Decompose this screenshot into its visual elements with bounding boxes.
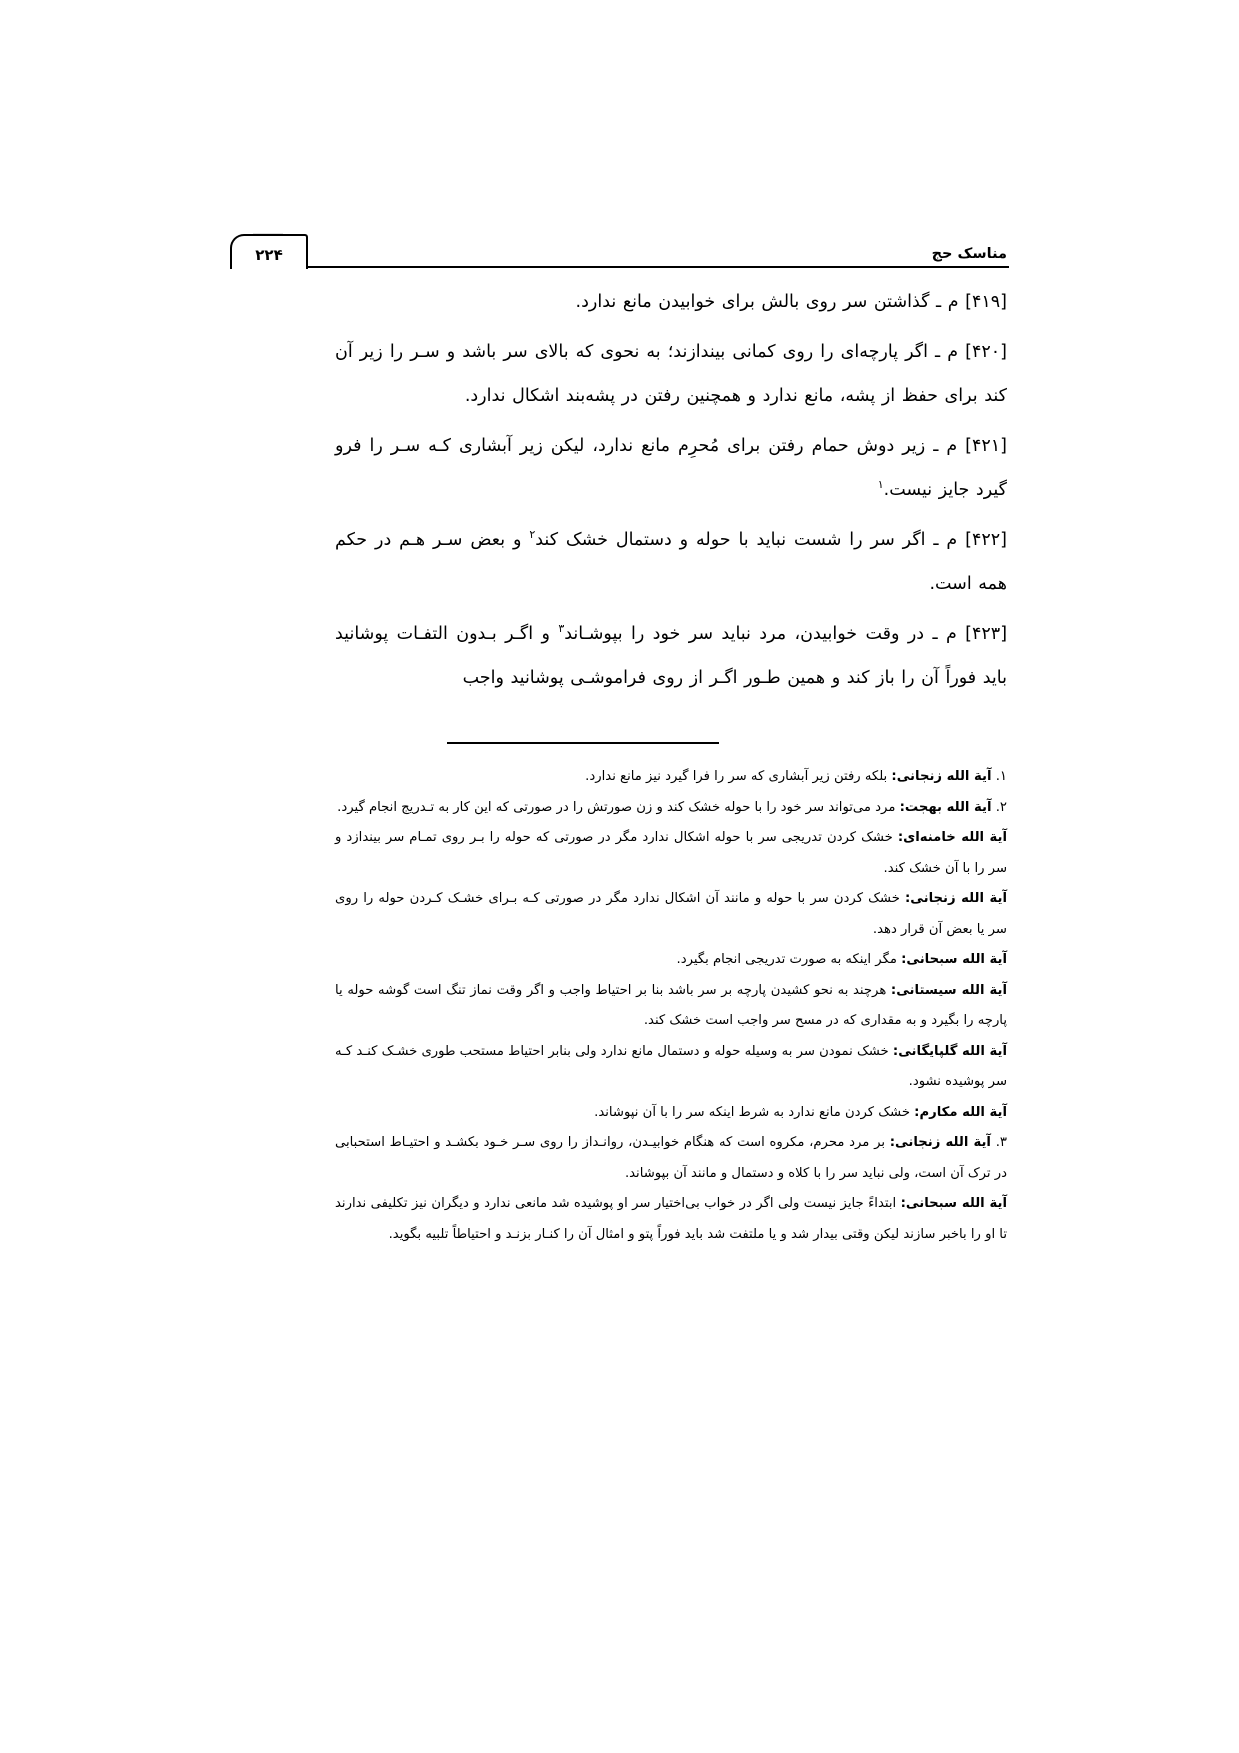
paragraph-421 <box>335 424 1007 512</box>
footnote-authority: آیة الله زنجانی: <box>891 769 992 784</box>
header-rule <box>230 266 1009 268</box>
footnote-item <box>335 976 1007 1037</box>
footnote-text: خشک کردن سر با حوله و مانند آن اشکال ندارد مگر در صورتی کـه بـرای خشـک کـردن حوله را روی سر یا بعض آن قرار دهد. <box>335 891 1007 937</box>
paragraph-422-text-a: [۴۲۲] م ـ اگر سر را شست نباید با حوله و دستمال خشک کند <box>535 530 1007 550</box>
footnote-item <box>335 945 1007 976</box>
footnote-item <box>335 1128 1007 1189</box>
footnote-list <box>335 762 1007 1250</box>
footnote-authority: آیة الله سیستانی: <box>890 982 1007 998</box>
paragraph-423-text-a: [۴۲۳] م ـ در وقت خوابیدن، مرد نباید سر خود را بپوشـاند <box>564 624 1008 644</box>
footnote-authority: آیة الله مکارم: <box>914 1104 1007 1120</box>
footnote-ref-1[interactable]: ۱ <box>877 478 884 492</box>
footnote-item <box>335 884 1007 945</box>
footnote-item <box>335 793 1007 824</box>
paragraph-419 <box>335 280 1007 324</box>
footnote-marker: ۳. <box>995 1135 1007 1150</box>
footnote-item <box>335 1037 1007 1098</box>
paragraph-422-text-b: و بعض سـر هـم در حکم همه است. <box>335 530 1007 594</box>
book-title: مناسک حج <box>931 245 1007 262</box>
footnote-authority: آیة الله زنجانی: <box>889 1135 991 1150</box>
footnote-ref-3[interactable]: ۳ <box>558 622 565 636</box>
folio-tab <box>230 233 345 269</box>
footnote-marker: ۱. <box>995 769 1007 784</box>
paragraph-422 <box>335 518 1007 606</box>
footnote-separator <box>447 742 719 744</box>
footnote-text: بلکه رفتن زیر آبشاری که سر را فرا گیرد نیز مانع ندارد. <box>585 769 892 784</box>
footnote-text: مرد می‌تواند سر خود را با حوله خشک کند و زن صورتش را در صورتی که این کار به تـدریج انجام گیرد. <box>337 799 900 815</box>
footnote-item <box>335 762 1007 793</box>
footnote-authority: آیة الله گلپایگانی: <box>892 1043 1007 1059</box>
footnote-text: هرچند به نحو کشیدن پارچه بر سر باشد بنا بر احتیاط واجب و اگر وقت نماز تنگ است گوشه حوله یا پارچه را بگیرد و به مقداری که در مسح سر واجب است خشک کند. <box>335 982 1007 1028</box>
paragraph-419-text: [۴۱۹] م ـ گذاشتن سر روی بالش برای خوابیدن مانع ندارد. <box>575 292 1007 312</box>
footnote-text: خشک کردن مانع ندارد به شرط اینکه سر را با آن نپوشاند. <box>594 1104 915 1120</box>
footnote-authority: آیة الله سبحانی: <box>900 1196 1007 1211</box>
paragraph-420-text: [۴۲۰] م ـ اگر پارچه‌ای را روی کمانی بیندازند؛ به نحوی که بالای سر باشد و سـر را زیر آن کند برای حفظ از پشه، مانع ندارد و همچنین رفتن در پشه‌بند اشکال ندارد. <box>335 342 1007 406</box>
footnote-authority: آیة الله بهجت: <box>899 799 992 815</box>
footnote-marker: ۲. <box>995 799 1007 815</box>
body-text <box>335 280 1007 706</box>
footnote-authority: آیة الله زنجانی: <box>905 891 1007 906</box>
footnote-ref-2[interactable]: ۲ <box>529 528 536 542</box>
page-header <box>230 222 1009 268</box>
paragraph-421-text: [۴۲۱] م ـ زیر دوش حمام رفتن برای مُحرِم مانع ندارد، لیکن زیر آبشاری کـه سـر را فرو گیرد جایز نیست. <box>335 436 1007 500</box>
paragraph-420 <box>335 330 1007 418</box>
footnote-text: ابتداءً جایز نیست ولی اگر در خواب بی‌اختیار سر او پوشیده شد مانعی ندارد و دیگران نیز تکلیفی ندارند تا او را باخبر سازند لیکن وقتی بیدار شد و یا ملتفت شد باید فوراً پتو و امثال آن را کنـار بزنـد و احتیاطاً تلبیه بگوید. <box>335 1196 1007 1242</box>
footnote-text: مگر اینکه به صورت تدریجی انجام بگیرد. <box>676 952 902 967</box>
paragraph-423 <box>335 612 1007 700</box>
paragraph-423-text-b: و اگـر بـدون التفـات پوشانید باید فوراً آن را باز کند و همین طـور اگـر از روی فراموشـی پوشانید واجب <box>335 624 1007 688</box>
page-number: ۲۲۴ <box>255 246 283 264</box>
footnote-text: خشک نمودن سر به وسیله حوله و دستمال مانع ندارد ولی بنابر احتیاط مستحب طوری خشـک کنـد کـه سر پوشیده نشود. <box>335 1043 1007 1089</box>
footnote-authority: آیة الله سبحانی: <box>901 952 1007 967</box>
footnote-authority: آیة الله خامنه‌ای: <box>897 830 1007 845</box>
footnote-item <box>335 1189 1007 1250</box>
footnote-item <box>335 823 1007 884</box>
page-number-box <box>230 234 308 269</box>
footnote-item <box>335 1098 1007 1129</box>
footnote-text: خشک کردن تدریجی سر با حوله اشکال ندارد مگر در صورتی که حوله را بـر روی تمـام سر بیندازد و سر را با آن خشک کند. <box>335 830 1007 876</box>
footnote-text: بر مرد محرم، مکروه است که هنگام خوابیـدن، روانـداز را روی سـر خـود بکشـد و احتیـاط استحبابی در ترک آن است، ولی نباید سر را با کلاه و دستمال و مانند آن بپوشاند. <box>335 1135 1007 1181</box>
